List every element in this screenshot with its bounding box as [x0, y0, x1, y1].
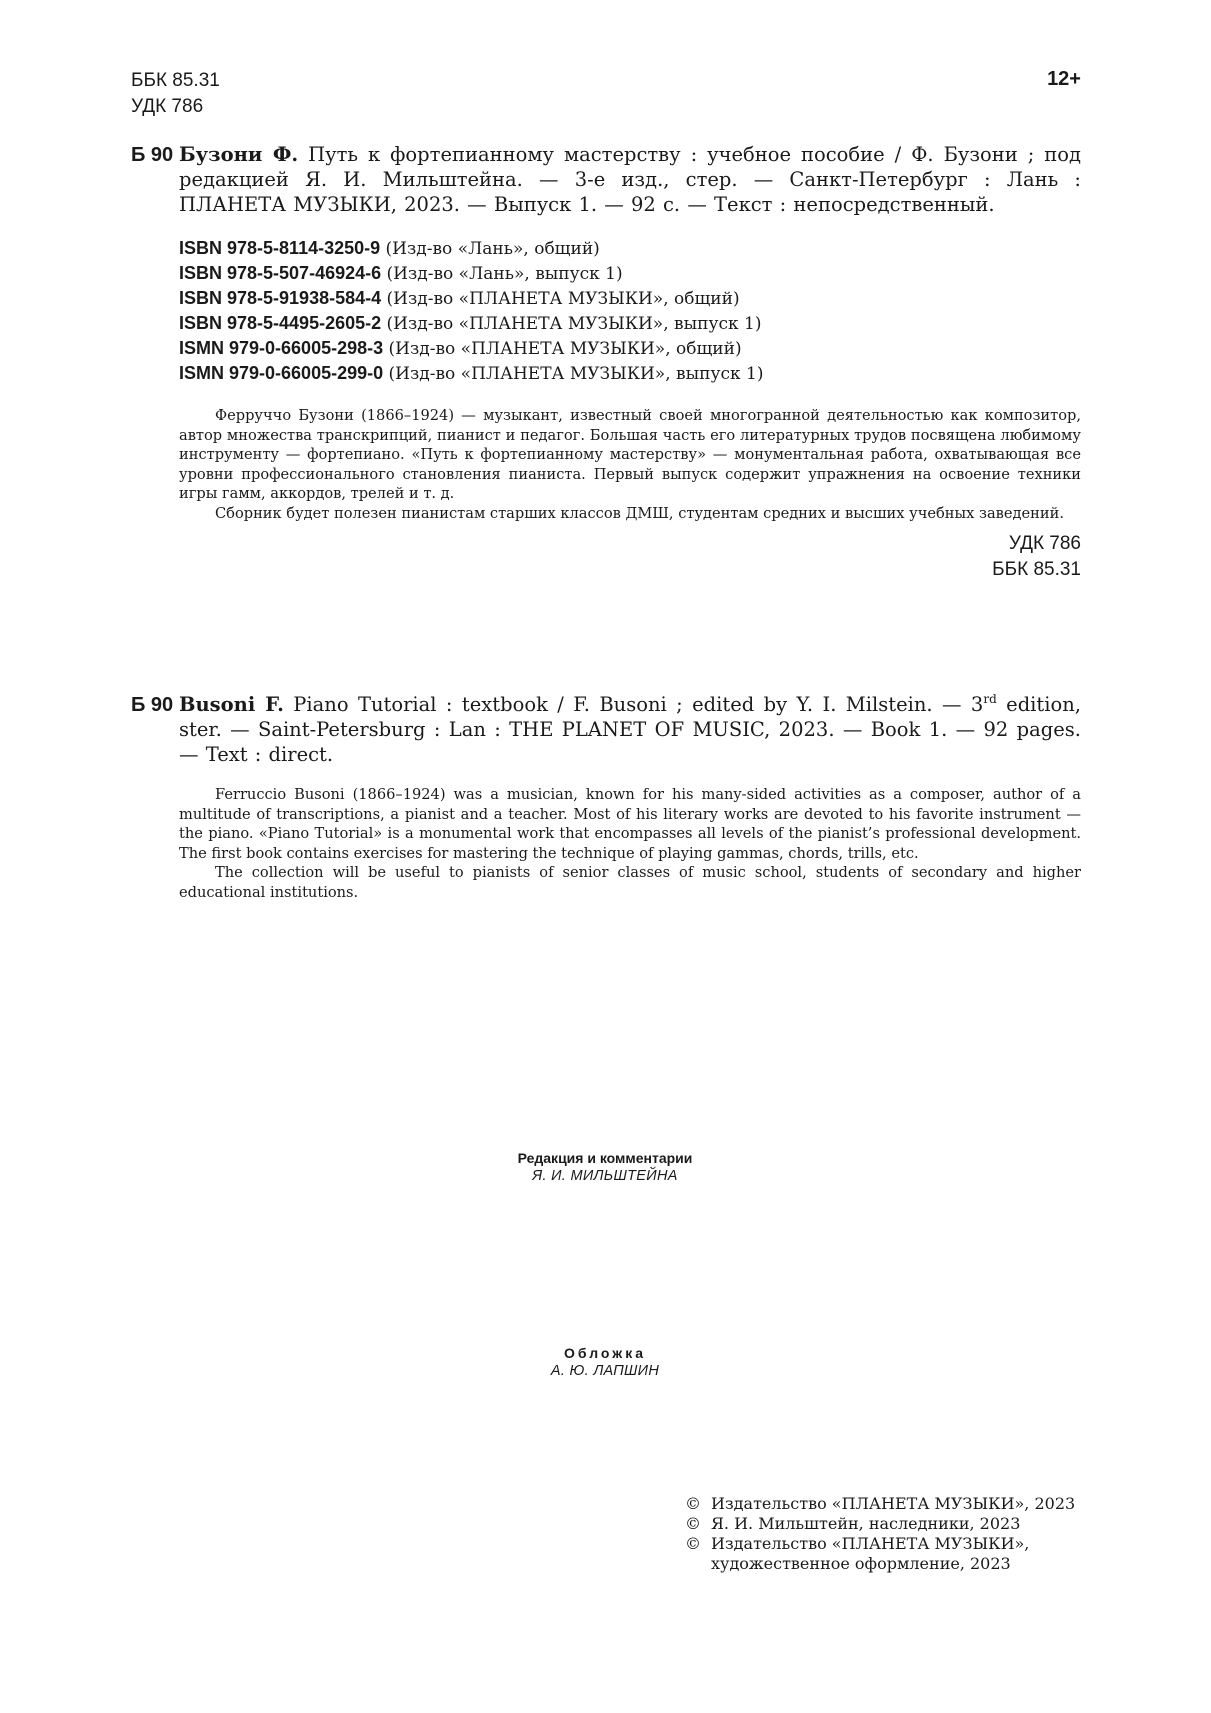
age-rating: 12+ — [1047, 68, 1081, 90]
identifier-number: ISBN 978-5-8114-3250-9 — [179, 238, 381, 258]
identifier-list — [179, 236, 763, 386]
ru-abstract-paragraph: Сборник будет полезен пианистам старших классов ДМШ, студентам средних и высших учебных заведений. — [215, 504, 1064, 522]
ru-catalog-code: Б 90 — [131, 144, 174, 166]
identifier-number: ISBN 978-5-4495-2605-2 — [179, 313, 382, 333]
ru-record-text: Путь к фортепианному мастерству : учебное пособие / Ф. Бузони ; под редакцией Я. И. Мильштейна. — 3-е изд., стер. — Санкт-Петербург : Лань : ПЛАНЕТА МУЗЫКИ, 2023. — Выпуск 1. — 92 с. — Текст : непосредственный. — [179, 143, 1081, 216]
en-abstract-paragraph: The collection will be useful to pianists of senior classes of music school, students of secondary and higher educational institutions. — [179, 864, 1081, 901]
cover-credit-name: А. Ю. ЛАПШИН — [550, 1363, 660, 1379]
editor-credit — [405, 1150, 805, 1185]
copyright-block — [685, 1494, 1075, 1574]
identifier-desc: (Изд-во «ПЛАНЕТА МУЗЫКИ», общий) — [381, 289, 740, 309]
copyright-line — [685, 1534, 1075, 1554]
ru-abstract-paragraph: Ферруччо Бузони (1866–1924) — музыкант, известный своей многогранной деятельностью как композитор, автор множества транскрипций, пианист и педагог. Большая часть его литературных трудов посвящена любимому инструменту — фортепиано. «Путь к фортепианному мастерству» — монументальная работа, охватывающая все уровни профессионального становления пианиста. Первый выпуск содержит упражнения на освоение техники игры гамм, аккордов, трелей и т. д. — [179, 407, 1081, 503]
copyright-symbol: © — [685, 1534, 701, 1553]
identifier-desc: (Изд-во «Лань», общий) — [380, 239, 600, 259]
copyright-line — [685, 1494, 1075, 1514]
identifier-row — [179, 361, 763, 386]
editor-credit-name: Я. И. МИЛЬШТЕЙНА — [532, 1168, 678, 1184]
copyright-symbol: © — [685, 1494, 701, 1513]
ru-author: Бузони Ф. — [179, 143, 299, 166]
cover-credit — [405, 1345, 805, 1380]
copyright-symbol: © — [685, 1514, 701, 1533]
identifier-row — [179, 336, 763, 361]
identifier-row — [179, 261, 763, 286]
copyright-text: Издательство «ПЛАНЕТА МУЗЫКИ», 2023 — [711, 1494, 1076, 1513]
en-abstract — [179, 785, 1081, 903]
right-udk: УДК 786 — [1008, 533, 1081, 554]
header-codes — [131, 68, 220, 120]
identifier-number: ISBN 978-5-91938-584-4 — [179, 288, 382, 308]
en-record-text-rest: edition, ster. — Saint-Petersburg : Lan : THE PLANET OF MUSIC, 2023. — Book 1. — 92 pages. — Text : direct. — [179, 693, 1081, 766]
identifier-desc: (Изд-во «ПЛАНЕТА МУЗЫКИ», общий) — [383, 339, 742, 359]
identifier-row — [179, 311, 763, 336]
identifier-number: ISBN 978-5-507-46924-6 — [179, 263, 382, 283]
right-codes — [992, 531, 1081, 583]
editor-credit-title: Редакция и комментарии — [517, 1150, 693, 1166]
cover-credit-title: Обложка — [564, 1345, 646, 1361]
identifier-desc: (Изд-во «Лань», выпуск 1) — [381, 264, 623, 284]
identifier-number: ISMN 979-0-66005-299-0 — [179, 363, 384, 383]
copyright-text: Издательство «ПЛАНЕТА МУЗЫКИ», — [711, 1534, 1030, 1553]
identifier-desc: (Изд-во «ПЛАНЕТА МУЗЫКИ», выпуск 1) — [383, 364, 764, 384]
en-abstract-paragraph: Ferruccio Busoni (1866–1924) was a musician, known for his many-sided activities as a composer, author of a multitude of transcriptions, a pianist and a teacher. Most of his literary works are devoted to his favorite instrument — the piano. «Piano Tutorial» is a monumental work that encompasses all levels of the pianist’s professional development. The first book contains exercises for mastering the technique of playing gammas, chords, trills, etc. — [179, 786, 1081, 862]
header-udk: УДК 786 — [131, 96, 204, 117]
copyright-text: Я. И. Мильштейн, наследники, 2023 — [711, 1514, 1021, 1533]
en-bibliographic-record — [179, 692, 1081, 767]
header-bbk: ББК 85.31 — [131, 70, 220, 91]
en-author: Busoni F. — [179, 693, 284, 716]
identifier-number: ISMN 979-0-66005-298-3 — [179, 338, 384, 358]
right-bbk: ББК 85.31 — [992, 559, 1081, 580]
identifier-row — [179, 286, 763, 311]
identifier-desc: (Изд-во «ПЛАНЕТА МУЗЫКИ», выпуск 1) — [381, 314, 762, 334]
copyright-line — [685, 1554, 1075, 1574]
copyright-line — [685, 1514, 1075, 1534]
ru-bibliographic-record — [179, 142, 1081, 217]
copyright-text: художественное оформление, 2023 — [711, 1554, 1011, 1573]
ru-abstract — [179, 406, 1081, 524]
identifier-row — [179, 236, 763, 261]
en-record-text: Piano Tutorial : textbook / F. Busoni ; edited by Y. I. Milstein. — 3 — [283, 693, 984, 716]
en-ordinal-suffix: rd — [983, 692, 997, 706]
en-catalog-code: Б 90 — [131, 694, 174, 716]
